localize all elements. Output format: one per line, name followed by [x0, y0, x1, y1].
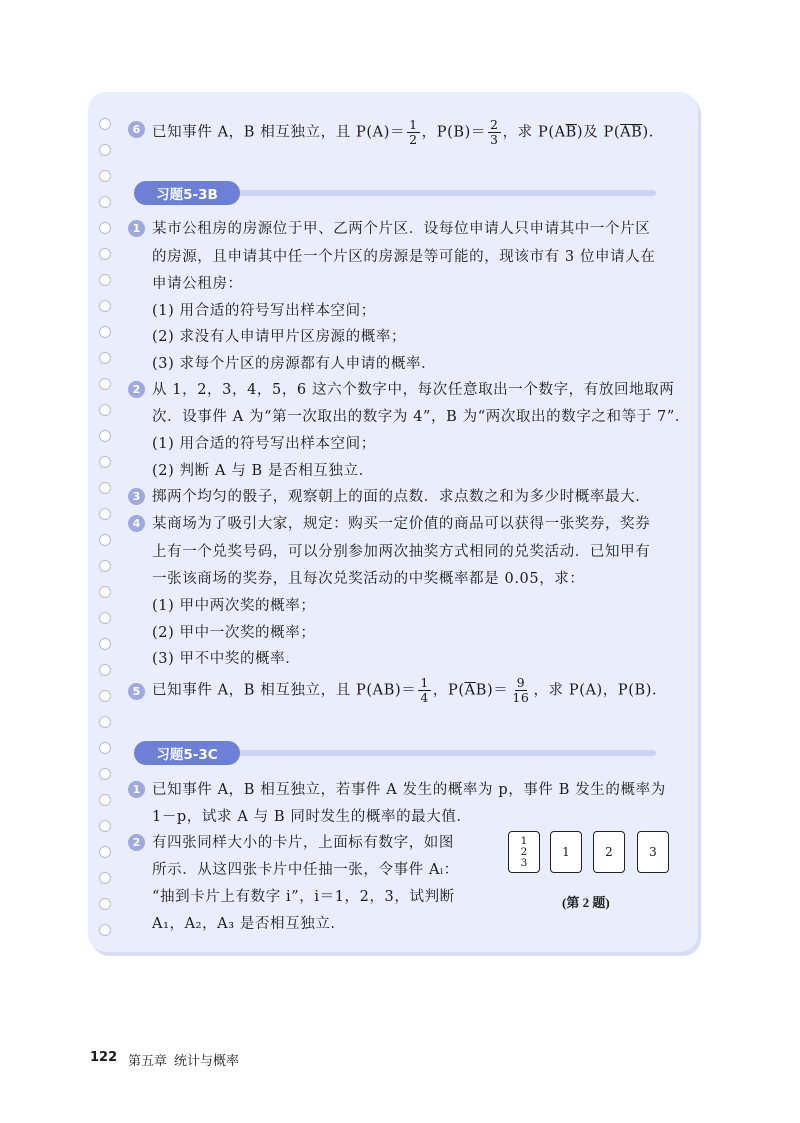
binder-ring [99, 196, 111, 208]
binder-ring [99, 326, 111, 338]
number-card: 1 [550, 831, 582, 873]
section-title-c: 习题5-3C [134, 741, 240, 765]
binder-ring [99, 378, 111, 390]
binder-ring [99, 820, 111, 832]
binder-ring [99, 794, 111, 806]
exercise-text-line: 申请公租房： [152, 276, 243, 292]
binder-ring [99, 404, 111, 416]
figure-caption: (第 2 题) [562, 895, 610, 910]
binder-ring [99, 222, 111, 234]
binder-ring [99, 300, 111, 312]
binder-ring [99, 248, 111, 260]
chapter-label: 第五章 [128, 1054, 168, 1069]
exercise-text-line: 某商场为了吸引大家，规定：购买一定价值的商品可以获得一张奖券，奖券 [152, 516, 651, 532]
exercise-6-text: 已知事件 A，B 相互独立，且 P(A)＝ $\frac{1}{2}$ ，P(B)＝ $\frac{2}{3}$ ，求 $P(A\overline{B})$及 $P(\overline{AB})$. [152, 117, 654, 147]
sub-question: (1) 用合适的符号写出样本空间； [152, 303, 376, 319]
number-card: 2 [593, 831, 625, 873]
exercise-text-line: 已知事件 A，B 相互独立，若事件 A 发生的概率为 p，事件 B 发生的概率为 [152, 782, 666, 798]
sub-question: (2) 判断 A 与 B 是否相互独立． [152, 463, 374, 479]
exercise-number-badge: 6 [128, 121, 145, 138]
exercise-text-line: 从 1，2，3，4，5，6 这六个数字中，每次任意取出一个数字，有放回地取两 [152, 382, 675, 398]
number-card: 3 [637, 831, 669, 873]
exercise-number-badge: 1 [128, 220, 145, 237]
number-card: 1 2 3 [508, 831, 540, 873]
exercise-text-line: 某市公租房的房源位于甲、乙两个片区．设每位申请人只申请其中一个片区 [152, 221, 651, 237]
section-divider-bar [232, 190, 656, 196]
sub-question: (2) 甲中一次奖的概率； [152, 625, 316, 641]
binder-ring [99, 534, 111, 546]
fraction-pa: $\frac{1}{2}$ [409, 117, 418, 147]
binder-ring [99, 924, 111, 936]
sub-question: (1) 甲中两次奖的概率； [152, 598, 316, 614]
exercise-text-line: 1－p，试求 A 与 B 同时发生的概率的最大值． [152, 809, 472, 825]
binder-ring [99, 144, 111, 156]
binder-ring [99, 352, 111, 364]
binder-ring [99, 690, 111, 702]
exercise-text-line: 掷两个均匀的骰子，观察朝上的面的点数．求点数之和为多少时概率最大． [152, 489, 651, 505]
section-title-b: 习题5-3B [134, 181, 240, 205]
section-divider-bar [232, 750, 656, 756]
binder-ring [99, 118, 111, 130]
exercise-text-line: “抽到卡片上有数字 i”，i＝1，2，3，试判断 [152, 889, 455, 905]
sub-question: (1) 用合适的符号写出样本空间； [152, 436, 376, 452]
binder-ring [99, 560, 111, 572]
binder-ring [99, 170, 111, 182]
binder-ring [99, 508, 111, 520]
sub-question: (3) 甲不中奖的概率． [152, 651, 301, 667]
binder-ring [99, 430, 111, 442]
binder-ring [99, 456, 111, 468]
fraction-pabar-b: $\frac{9}{16}$ [512, 675, 530, 705]
binder-ring [99, 846, 111, 858]
exercise-number-badge: 1 [128, 781, 145, 798]
fraction-pab: $\frac{1}{4}$ [420, 675, 429, 705]
exercise-number-badge: 5 [128, 683, 145, 700]
exercise-text-line: A₁，A₂，A₃ 是否相互独立． [152, 916, 346, 932]
binder-ring [99, 586, 111, 598]
exercise-text-line: 次．设事件 A 为“第一次取出的数字为 4”，B 为“两次取出的数字之和等于 7”． [152, 409, 690, 425]
binder-ring [99, 274, 111, 286]
binder-ring [99, 742, 111, 754]
exercise-number-badge: 2 [128, 834, 145, 851]
binder-ring [99, 716, 111, 728]
binder-ring [99, 898, 111, 910]
exercise-text-line: 上有一个兑奖号码，可以分别参加两次抽奖方式相同的兑奖活动．已知甲有 [152, 544, 651, 560]
binder-ring [99, 482, 111, 494]
chapter-subject: 统计与概率 [174, 1054, 240, 1069]
exercise-text-line: 所示．从这四张卡片中任抽一张，令事件 Aᵢ： [152, 862, 459, 878]
binder-ring [99, 872, 111, 884]
exercise-text-line: 的房源，且申请其中任一个片区的房源是等可能的，现该市有 3 位申请人在 [152, 249, 656, 265]
sub-question: (2) 求没有人申请甲片区房源的概率； [152, 329, 407, 345]
exercise-number-badge: 3 [128, 488, 145, 505]
binder-ring [99, 768, 111, 780]
exercise-text-line: 一张该商场的奖券，且每次兑奖活动的中奖概率都是 0.05，求： [152, 571, 585, 587]
binder-ring [99, 612, 111, 624]
fraction-pb: $\frac{2}{3}$ [490, 117, 499, 147]
exercise-number-badge: 2 [128, 381, 145, 398]
sub-question: (3) 求每个片区的房源都有人申请的概率． [152, 356, 437, 372]
exercise-number-badge: 4 [128, 515, 145, 532]
exercise-5-text: 已知事件 A，B 相互独立，且 P(AB)＝ $\frac{1}{4}$ ，$P(\overline{A}B)=$ $\frac{9}{16}$ ，求 P(A)，P(B). [152, 675, 658, 705]
exercise-text-line: 有四张同样大小的卡片，上面标有数字，如图 [152, 835, 454, 851]
binder-ring [99, 664, 111, 676]
binder-ring [99, 638, 111, 650]
page-number: 122 [90, 1050, 118, 1065]
